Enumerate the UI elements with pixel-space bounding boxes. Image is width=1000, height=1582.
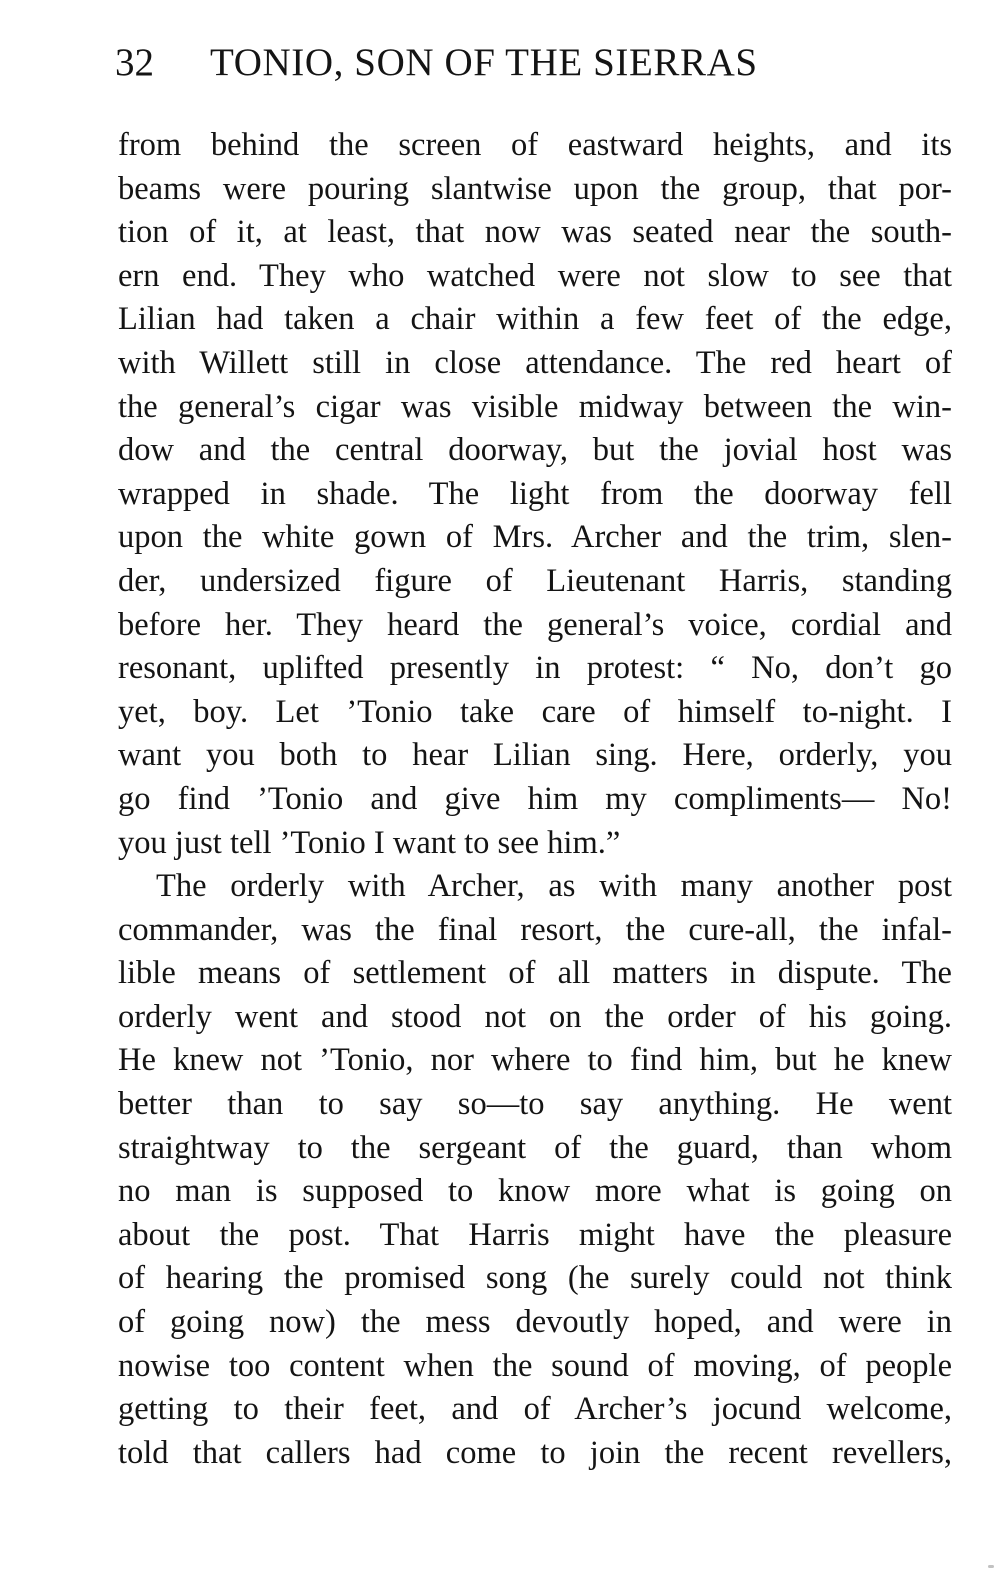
paper-speck: [988, 1565, 994, 1568]
text-line: ern end. They who watched were not slow to see that: [118, 257, 952, 294]
text-line: orderly went and stood not on the order of his going.: [118, 998, 952, 1035]
text-line: dow and the central doorway, but the jovial host was: [118, 432, 952, 469]
text-line: yet, boy. Let ’Tonio take care of himself to-night. I: [118, 693, 952, 730]
text-line: straightway to the sergeant of the guard, than whom: [118, 1129, 952, 1166]
text-line: of hearing the promised song (he surely could not think: [118, 1260, 952, 1297]
text-line: better than to say so—to say anything. He went: [118, 1086, 952, 1123]
text-line: want you both to hear Lilian sing. Here, orderly, you: [118, 737, 952, 774]
text-line: der, undersized figure of Lieutenant Harris, standing: [118, 562, 952, 599]
text-line: wrapped in shade. The light from the doorway fell: [118, 475, 952, 512]
text-line: commander, was the final resort, the cure-all, the infal-: [118, 911, 952, 948]
text-line: told that callers had come to join the recent revellers,: [118, 1434, 952, 1471]
text-line: from behind the screen of eastward heights, and its: [118, 127, 952, 163]
text-line: before her. They heard the general’s voice, cordial and: [118, 606, 952, 643]
text-line: Lilian had taken a chair within a few feet of the edge,: [118, 301, 952, 338]
text-line: of going now) the mess devoutly hoped, and were in: [118, 1304, 952, 1341]
text-line: go find ’Tonio and give him my compliments— No!: [118, 780, 952, 817]
text-line: The orderly with Archer, as with many another post: [156, 868, 952, 905]
text-line: tion of it, at least, that now was seated near the south-: [118, 214, 952, 251]
text-line: upon the white gown of Mrs. Archer and the trim, slen-: [118, 519, 952, 556]
text-line: getting to their feet, and of Archer’s jocund welcome,: [118, 1391, 952, 1428]
text-line: beams were pouring slantwise upon the group, that por-: [118, 170, 952, 207]
text-line: no man is supposed to know more what is going on: [118, 1173, 952, 1210]
text-line: you just tell ’Tonio I want to see him.”: [118, 824, 621, 861]
page-number: 32: [115, 41, 154, 84]
text-line: He knew not ’Tonio, nor where to find him, but he knew: [118, 1042, 952, 1079]
text-line: resonant, uplifted presently in protest: “ No, don’t go: [118, 650, 952, 687]
running-title: TONIO, SON OF THE SIERRAS: [210, 41, 758, 84]
body-text: [118, 124, 952, 1475]
text-line: about the post. That Harris might have the pleasure: [118, 1216, 952, 1253]
text-line: lible means of settlement of all matters in dispute. The: [118, 955, 952, 992]
text-line: nowise too content when the sound of moving, of people: [118, 1347, 952, 1384]
text-line: the general’s cigar was visible midway between the win-: [118, 388, 952, 425]
running-head: [115, 38, 865, 88]
text-line: with Willett still in close attendance. The red heart of: [118, 344, 952, 381]
